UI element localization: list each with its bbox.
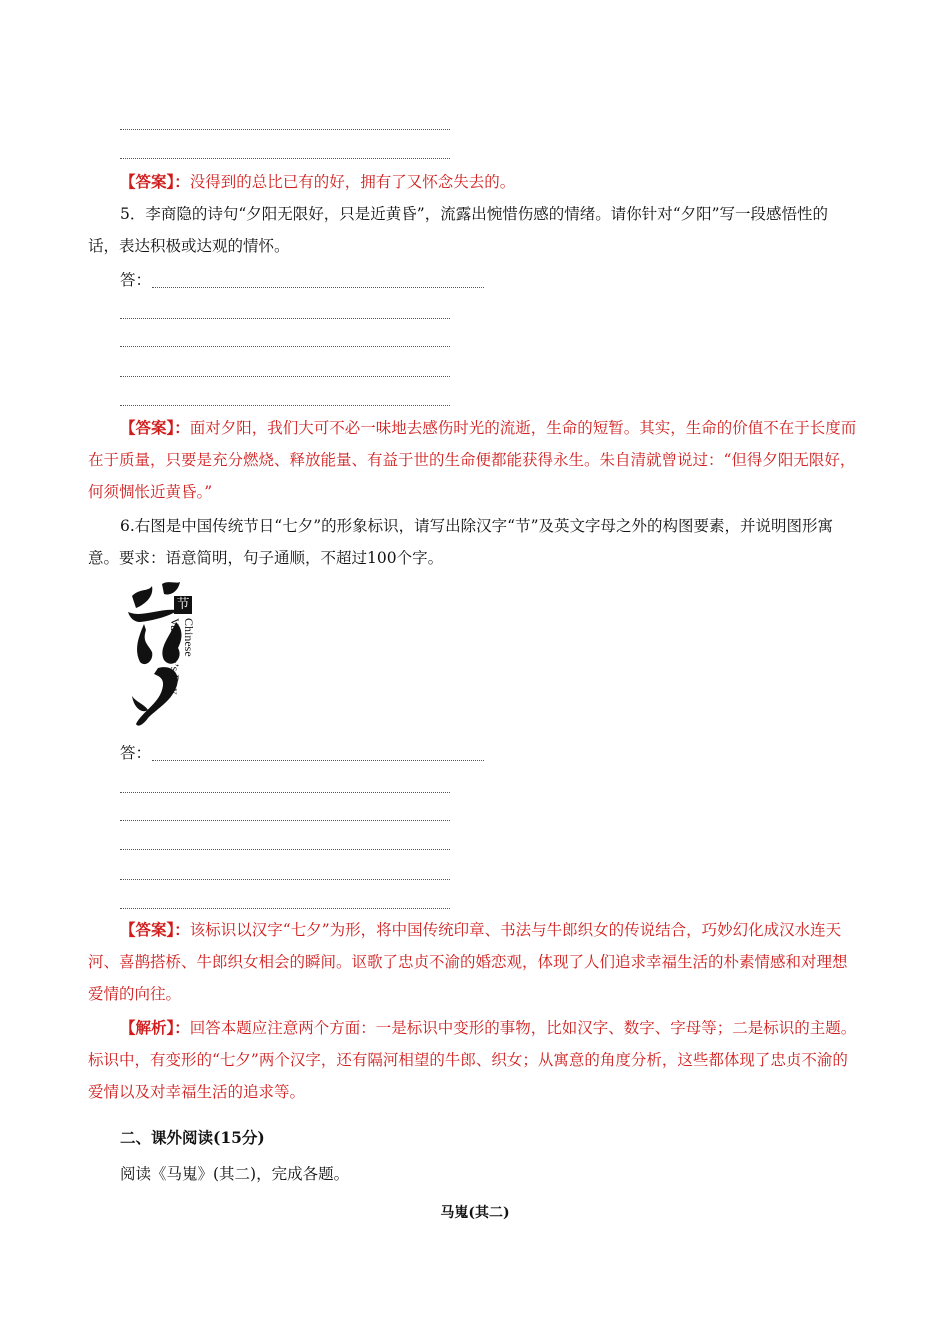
poem-title: 马嵬(其二) <box>440 1205 510 1221</box>
answer-line <box>152 760 484 761</box>
answer-tag: 【答案】： <box>120 172 190 191</box>
q6-analysis <box>88 1012 858 1108</box>
logo-english-text <box>168 618 196 694</box>
q6-answer <box>88 914 858 1010</box>
answer-line <box>120 908 450 909</box>
analysis-tag: 【解析】： <box>120 1018 190 1037</box>
answer-tag: 【答案】： <box>120 920 190 939</box>
analysis-text: 回答本题应注意两个方面：一是标识中变形的事物，比如汉字、数字、字母等；二是标识的主题。标识中，有变形的“七夕”两个汉字，还有隔河相望的牛郎、织女；从寓意的角度分析，这些都体现了忠贞不渝的爱情以及对幸福生活的追求等。 <box>88 1019 857 1101</box>
q6-question: 6.右图是中国传统节日“七夕”的形象标识，请写出除汉字“节”及英文字母之外的构图要素，并说明图形寓意。要求：语意简明，句子通顺，不超过100个字。 <box>88 517 833 567</box>
q4-answer <box>88 166 858 198</box>
answer-line <box>120 820 450 821</box>
answer-line <box>152 287 484 288</box>
logo-text-chinese: Chinese <box>182 618 196 657</box>
answer-line <box>120 376 450 377</box>
section-heading: 二、课外阅读(15分) <box>120 1128 265 1147</box>
logo-text-valentine: Valentine’s Day <box>168 618 182 695</box>
section-instruction: 阅读《马嵬》(其二)，完成各题。 <box>120 1165 350 1183</box>
q5-question: 5．李商隐的诗句“夕阳无限好，只是近黄昏”，流露出惋惜伤感的情绪。请你针对“夕阳”写一段感悟性的话，表达积极或达观的情怀。 <box>88 205 829 255</box>
answer-line <box>120 129 450 130</box>
q5-answer-label: 答： <box>120 271 152 289</box>
q6-answer-label: 答： <box>120 744 152 762</box>
answer-text: 该标识以汉字“七夕”为形，将中国传统印章、书法与牛郎织女的传说结合，巧妙幻化成汉水连天河、喜鹊搭桥、牛郎织女相会的瞬间。讴歌了忠贞不渝的婚恋观，体现了人们追求幸福生活的朴素情感和对理想爱情的向往。 <box>88 921 848 1003</box>
answer-tag: 【答案】： <box>120 418 190 437</box>
q5-answer <box>88 412 858 508</box>
answer-line <box>120 318 450 319</box>
answer-line <box>120 849 450 850</box>
logo-seal: 节 <box>174 596 192 614</box>
answer-text: 没得到的总比已有的好，拥有了又怀念失去的。 <box>189 173 516 191</box>
answer-line <box>120 346 450 347</box>
answer-line <box>120 879 450 880</box>
answer-line <box>120 792 450 793</box>
qixi-logo <box>118 578 218 733</box>
answer-line <box>120 158 450 159</box>
answer-line <box>120 405 450 406</box>
answer-text: 面对夕阳，我们大可不必一味地去感伤时光的流逝，生命的短暂。其实，生命的价值不在于长度而在于质量，只要是充分燃烧、释放能量、有益于世的生命便都能获得永生。朱自清就曾说过：“但得夕阳无限好，何须惆怅近黄昏。” <box>88 419 857 501</box>
